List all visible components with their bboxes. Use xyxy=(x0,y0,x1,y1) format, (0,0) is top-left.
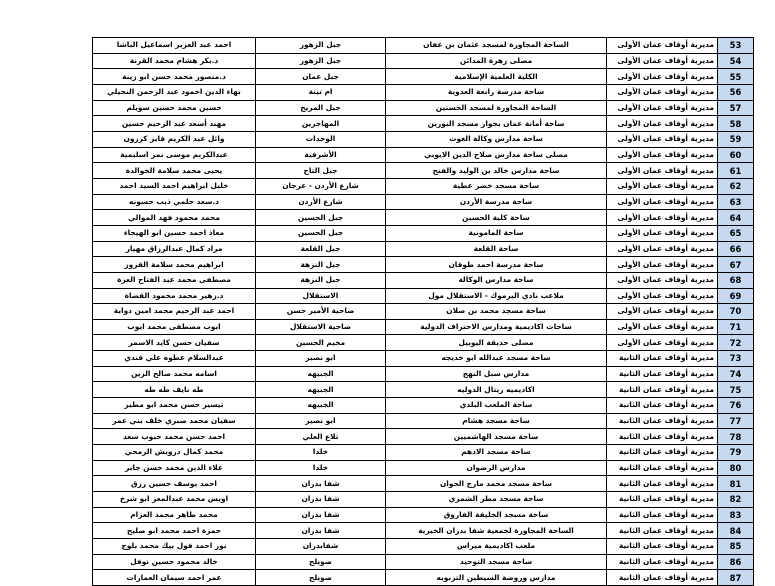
area-cell: خلدا xyxy=(256,460,386,476)
directorate-cell: مديرية أوقاف عمان الأولى xyxy=(607,257,718,273)
directorate-cell: مديرية أوقاف عمان الثانية xyxy=(607,492,718,508)
preacher-name-cell: خالد محمود حسين نوفل xyxy=(93,554,256,570)
preacher-name-cell: علاء الدين محمد حسن جابر xyxy=(93,460,256,476)
preacher-name-cell: مراد كمال عبدالرزاق مهيار xyxy=(93,241,256,257)
location-cell: ساحة مسجد هشام xyxy=(386,413,607,429)
row-number-cell: 71 xyxy=(718,319,754,335)
area-cell: الجبيهه xyxy=(256,366,386,382)
row-number-cell: 60 xyxy=(718,147,754,163)
preacher-name-cell: احمد حسن محمد حبوب سعد xyxy=(93,429,256,445)
area-cell: الأشرفية xyxy=(256,147,386,163)
area-cell: الوحدات xyxy=(256,131,386,147)
location-cell: ملعب اكاديمية ميراس xyxy=(386,539,607,555)
location-cell: ساحة مسجد الهاشميين xyxy=(386,429,607,445)
preacher-name-cell: سفيان محمد صبري خلف بني عمر xyxy=(93,413,256,429)
row-number-cell: 57 xyxy=(718,100,754,116)
table-row xyxy=(93,539,754,555)
directorate-cell: مديرية أوقاف عمان الأولى xyxy=(607,163,718,179)
location-cell: ساحة مدارس وكالة الغوث xyxy=(386,131,607,147)
table-row xyxy=(93,38,754,54)
directorate-cell: مديرية أوقاف عمان الأولى xyxy=(607,210,718,226)
directorate-cell: مديرية أوقاف عمان الثانية xyxy=(607,570,718,586)
directorate-cell: مديرية أوقاف عمان الثانية xyxy=(607,460,718,476)
row-number-cell: 76 xyxy=(718,398,754,414)
row-number-cell: 55 xyxy=(718,69,754,85)
directorate-cell: مديرية أوقاف عمان الثانية xyxy=(607,351,718,367)
location-cell: ساحة كلية الحسين xyxy=(386,210,607,226)
table-row xyxy=(93,194,754,210)
directorate-cell: مديرية أوقاف عمان الأولى xyxy=(607,178,718,194)
location-cell: ساحة مسجد خضر عطية xyxy=(386,178,607,194)
preacher-name-cell: يحيى محمد سلامة الخوالدة xyxy=(93,163,256,179)
directorate-cell: مديرية أوقاف عمان الثانية xyxy=(607,554,718,570)
directorate-cell: مديرية أوقاف عمان الثانية xyxy=(607,398,718,414)
table-row xyxy=(93,163,754,179)
preacher-name-cell: د.سعد حلمي ذيب حسونه xyxy=(93,194,256,210)
area-cell: جبل الزهور xyxy=(256,38,386,54)
preacher-name-cell: محمد محمود فهد الموالي xyxy=(93,210,256,226)
preacher-name-cell: د.بكر هشام محمد القرنة xyxy=(93,53,256,69)
area-cell: جبل عمان xyxy=(256,69,386,85)
area-cell: الجبيهه xyxy=(256,398,386,414)
location-cell: ساحات اكاديمية ومدارس الاحتراف الدولية xyxy=(386,319,607,335)
preacher-name-cell: حمزة احمد محمد ابو صليح xyxy=(93,523,256,539)
table-row xyxy=(93,272,754,288)
row-number-cell: 73 xyxy=(718,351,754,367)
directorate-cell: مديرية أوقاف عمان الأولى xyxy=(607,304,718,320)
location-cell: ساحة مدارس الوكالة xyxy=(386,272,607,288)
location-cell: الساحة المجاورة لمسجد الحسنين xyxy=(386,100,607,116)
directorate-cell: مديرية أوقاف عمان الأولى xyxy=(607,147,718,163)
area-cell: شارع الأردن - عرجان xyxy=(256,178,386,194)
row-number-cell: 53 xyxy=(718,38,754,54)
area-cell: جبل الحسين xyxy=(256,210,386,226)
preacher-name-cell: عمر احمد سيمان العمارات xyxy=(93,570,256,586)
location-cell: الساحة المجاورة لمسجد عثمان بن عفان xyxy=(386,38,607,54)
location-cell: ساحة المامونية xyxy=(386,225,607,241)
directorate-cell: مديرية أوقاف عمان الثانية xyxy=(607,523,718,539)
location-cell: ساحة مسجد مطر الشمري xyxy=(386,492,607,508)
table-body xyxy=(93,38,754,586)
area-cell: جبل الزهور xyxy=(256,53,386,69)
row-number-cell: 62 xyxy=(718,178,754,194)
area-cell: الاستقلال xyxy=(256,288,386,304)
table-row xyxy=(93,257,754,273)
table-row xyxy=(93,398,754,414)
directorate-cell: مديرية أوقاف عمان الأولى xyxy=(607,319,718,335)
table-row xyxy=(93,178,754,194)
row-number-cell: 59 xyxy=(718,131,754,147)
location-cell: ساحة مسجد عبدالله ابو خديجه xyxy=(386,351,607,367)
row-number-cell: 80 xyxy=(718,460,754,476)
row-number-cell: 75 xyxy=(718,382,754,398)
area-cell: تلاع العلي xyxy=(256,429,386,445)
table-row xyxy=(93,366,754,382)
area-cell: شفا بدران xyxy=(256,476,386,492)
location-cell: ساحة مدرسة احمد طوقان xyxy=(386,257,607,273)
directorate-cell: مديرية أوقاف عمان الثانية xyxy=(607,382,718,398)
row-number-cell: 79 xyxy=(718,445,754,461)
location-cell: مدارس الرضوان xyxy=(386,460,607,476)
preacher-name-cell: مصطفى محمد عبد الفتاح العزة xyxy=(93,272,256,288)
table-row xyxy=(93,554,754,570)
area-cell: جبل المريخ xyxy=(256,100,386,116)
table-row xyxy=(93,116,754,132)
preacher-name-cell: ايوب مصطفى محمد ايوب xyxy=(93,319,256,335)
area-cell: جبل النزهة xyxy=(256,257,386,273)
table-row xyxy=(93,288,754,304)
directorate-cell: مديرية أوقاف عمان الثانية xyxy=(607,429,718,445)
table-row xyxy=(93,53,754,69)
table-row xyxy=(93,476,754,492)
preacher-name-cell: اسامه محمد صالح الزين xyxy=(93,366,256,382)
row-number-cell: 70 xyxy=(718,304,754,320)
row-number-cell: 78 xyxy=(718,429,754,445)
directorate-cell: مديرية أوقاف عمان الثانية xyxy=(607,366,718,382)
row-number-cell: 68 xyxy=(718,272,754,288)
directorate-cell: مديرية أوقاف عمان الأولى xyxy=(607,84,718,100)
directorate-cell: مديرية أوقاف عمان الأولى xyxy=(607,53,718,69)
preacher-name-cell: نور احمد فول بيك محمد بلوج xyxy=(93,539,256,555)
table-row xyxy=(93,507,754,523)
location-cell: الكلية العلمية الإسلامية xyxy=(386,69,607,85)
table-row xyxy=(93,460,754,476)
area-cell: ابو نصير xyxy=(256,413,386,429)
preacher-name-cell: احمد يوسف حسين رزق xyxy=(93,476,256,492)
location-cell: ساحة الملعب البلدي xyxy=(386,398,607,414)
preacher-name-cell: تيسير حسن محمد ابو مطير xyxy=(93,398,256,414)
location-cell: ساحة مسجد محمد مارج الحوان xyxy=(386,476,607,492)
directorate-cell: مديرية أوقاف عمان الأولى xyxy=(607,116,718,132)
preacher-name-cell: بهاء الدين احمود عبد الرحمن النجيلي xyxy=(93,84,256,100)
row-number-cell: 74 xyxy=(718,366,754,382)
area-cell: جبل الحسين xyxy=(256,225,386,241)
table-row xyxy=(93,335,754,351)
preacher-name-cell: طه نايف طه طه xyxy=(93,382,256,398)
table-row xyxy=(93,241,754,257)
table-row xyxy=(93,225,754,241)
directorate-cell: مديرية أوقاف عمان الثانية xyxy=(607,539,718,555)
row-number-cell: 54 xyxy=(718,53,754,69)
table-row xyxy=(93,210,754,226)
area-cell: الجبيهه xyxy=(256,382,386,398)
location-cell: ساحة مسجد محمد بن صلان xyxy=(386,304,607,320)
area-cell: صويلح xyxy=(256,570,386,586)
directorate-cell: مديرية أوقاف عمان الأولى xyxy=(607,69,718,85)
area-cell: ضاحية الاستقلال xyxy=(256,319,386,335)
location-cell: اكاديميه ريتال الدوليه xyxy=(386,382,607,398)
area-cell: شفا بدران xyxy=(256,507,386,523)
area-cell: ضاحية الأمير حسن xyxy=(256,304,386,320)
area-cell: ام تينة xyxy=(256,84,386,100)
directorate-cell: مديرية أوقاف عمان الأولى xyxy=(607,131,718,147)
directorate-cell: مديرية أوقاف عمان الأولى xyxy=(607,272,718,288)
preacher-name-cell: مهند أسعد عبد الرحيم حسين xyxy=(93,116,256,132)
preacher-name-cell: احمد عبد الرحيم محمد امين دواية xyxy=(93,304,256,320)
row-number-cell: 81 xyxy=(718,476,754,492)
row-number-cell: 82 xyxy=(718,492,754,508)
area-cell: خلدا xyxy=(256,445,386,461)
preacher-name-cell: اويس محمد عبدالمعز ابو شرخ xyxy=(93,492,256,508)
row-number-cell: 84 xyxy=(718,523,754,539)
table-row xyxy=(93,147,754,163)
area-cell: شفا بدران xyxy=(256,523,386,539)
directorate-cell: مديرية أوقاف عمان الثانية xyxy=(607,476,718,492)
preacher-name-cell: خليل ابراهيم احمد السيد احمد xyxy=(93,178,256,194)
row-number-cell: 77 xyxy=(718,413,754,429)
area-cell: ابو نصير xyxy=(256,351,386,367)
preacher-name-cell: عبدالكريم موسى نمر اسليمية xyxy=(93,147,256,163)
table-row xyxy=(93,429,754,445)
preacher-name-cell: د.منصور محمد حسن ابو زينة xyxy=(93,69,256,85)
location-cell: ساحة مدارس خالد بن الوليد والفتح xyxy=(386,163,607,179)
table-row xyxy=(93,523,754,539)
directorate-cell: مديرية أوقاف عمان الثانية xyxy=(607,507,718,523)
location-cell: الساحة المجاورة لجمعية شفا بدران الخيرية xyxy=(386,523,607,539)
table-row xyxy=(93,382,754,398)
table-row xyxy=(93,445,754,461)
location-cell: مدارس سبل النهج xyxy=(386,366,607,382)
location-cell: مصلى حديقة اليوبيل xyxy=(386,335,607,351)
table-row xyxy=(93,413,754,429)
row-number-cell: 65 xyxy=(718,225,754,241)
area-cell: جبل القلعة xyxy=(256,241,386,257)
directorate-cell: مديرية أوقاف عمان الأولى xyxy=(607,335,718,351)
preacher-name-cell: سفيان حسن كايد الاسمر xyxy=(93,335,256,351)
directorate-cell: مديرية أوقاف عمان الأولى xyxy=(607,241,718,257)
location-cell: ساحة القلعة xyxy=(386,241,607,257)
location-cell: ساحة مسجد التوحيد xyxy=(386,554,607,570)
table-row xyxy=(93,69,754,85)
row-number-cell: 87 xyxy=(718,570,754,586)
row-number-cell: 61 xyxy=(718,163,754,179)
location-cell: ملاعب نادي اليرموك - الاستقلال مول xyxy=(386,288,607,304)
table-row xyxy=(93,492,754,508)
table-row xyxy=(93,131,754,147)
preacher-name-cell: عبدالسلام عطوه علي قندي xyxy=(93,351,256,367)
table-row xyxy=(93,100,754,116)
table-row xyxy=(93,304,754,320)
row-number-cell: 72 xyxy=(718,335,754,351)
location-cell: ساحة مسجد الخليفة الفاروق xyxy=(386,507,607,523)
table-row xyxy=(93,570,754,586)
directorate-cell: مديرية أوقاف عمان الأولى xyxy=(607,100,718,116)
row-number-cell: 66 xyxy=(718,241,754,257)
area-cell: شفابدران xyxy=(256,539,386,555)
area-cell: المهاجرين xyxy=(256,116,386,132)
row-number-cell: 58 xyxy=(718,116,754,132)
row-number-cell: 83 xyxy=(718,507,754,523)
preacher-name-cell: معاذ احمد حسين ابو الهيجاء xyxy=(93,225,256,241)
table-row xyxy=(93,84,754,100)
row-number-cell: 56 xyxy=(718,84,754,100)
preacher-name-cell: حسين محمد حسين سويلم xyxy=(93,100,256,116)
location-cell: مدارس وروضة السيطين التربويه xyxy=(386,570,607,586)
directorate-cell: مديرية أوقاف عمان الأولى xyxy=(607,38,718,54)
area-cell: شفا بدران xyxy=(256,492,386,508)
area-cell: جبل النزهة xyxy=(256,272,386,288)
table-row xyxy=(93,351,754,367)
area-cell: جبل التاج xyxy=(256,163,386,179)
location-cell: ساحة مدرسة رابعة العدوية xyxy=(386,84,607,100)
row-number-cell: 86 xyxy=(718,554,754,570)
area-cell: صويلح xyxy=(256,554,386,570)
table-row xyxy=(93,319,754,335)
preacher-name-cell: احمد عبد العزيز اسماعيل الباشا xyxy=(93,38,256,54)
location-cell: مصلى زهرة المدائن xyxy=(386,53,607,69)
area-cell: مخيم الحسين xyxy=(256,335,386,351)
location-cell: ساحة أمانة عمان بجوار مسجد النورين xyxy=(386,116,607,132)
directorate-cell: مديرية أوقاف عمان الأولى xyxy=(607,225,718,241)
directorate-cell: مديرية أوقاف عمان الثانية xyxy=(607,413,718,429)
preacher-name-cell: وائل عبد الكريم فايز كرزون xyxy=(93,131,256,147)
prayer-locations-table xyxy=(92,37,754,586)
location-cell: ساحة مدرسة الأردن xyxy=(386,194,607,210)
row-number-cell: 67 xyxy=(718,257,754,273)
preacher-name-cell: محمد كمال درويش الرمحي xyxy=(93,445,256,461)
row-number-cell: 85 xyxy=(718,539,754,555)
location-cell: مصلى ساحة مدارس صلاح الدين الايوبي xyxy=(386,147,607,163)
preacher-name-cell: ابراهيم محمد سلامة القروز xyxy=(93,257,256,273)
location-cell: ساحة مسجد الادهم xyxy=(386,445,607,461)
directorate-cell: مديرية أوقاف عمان الثانية xyxy=(607,445,718,461)
directorate-cell: مديرية أوقاف عمان الأولى xyxy=(607,288,718,304)
row-number-cell: 69 xyxy=(718,288,754,304)
preacher-name-cell: د.زهير محمد محمود القضاة xyxy=(93,288,256,304)
row-number-cell: 64 xyxy=(718,210,754,226)
directorate-cell: مديرية أوقاف عمان الأولى xyxy=(607,194,718,210)
preacher-name-cell: محمد طاهر محمد العزام xyxy=(93,507,256,523)
area-cell: شارع الأردن xyxy=(256,194,386,210)
row-number-cell: 63 xyxy=(718,194,754,210)
